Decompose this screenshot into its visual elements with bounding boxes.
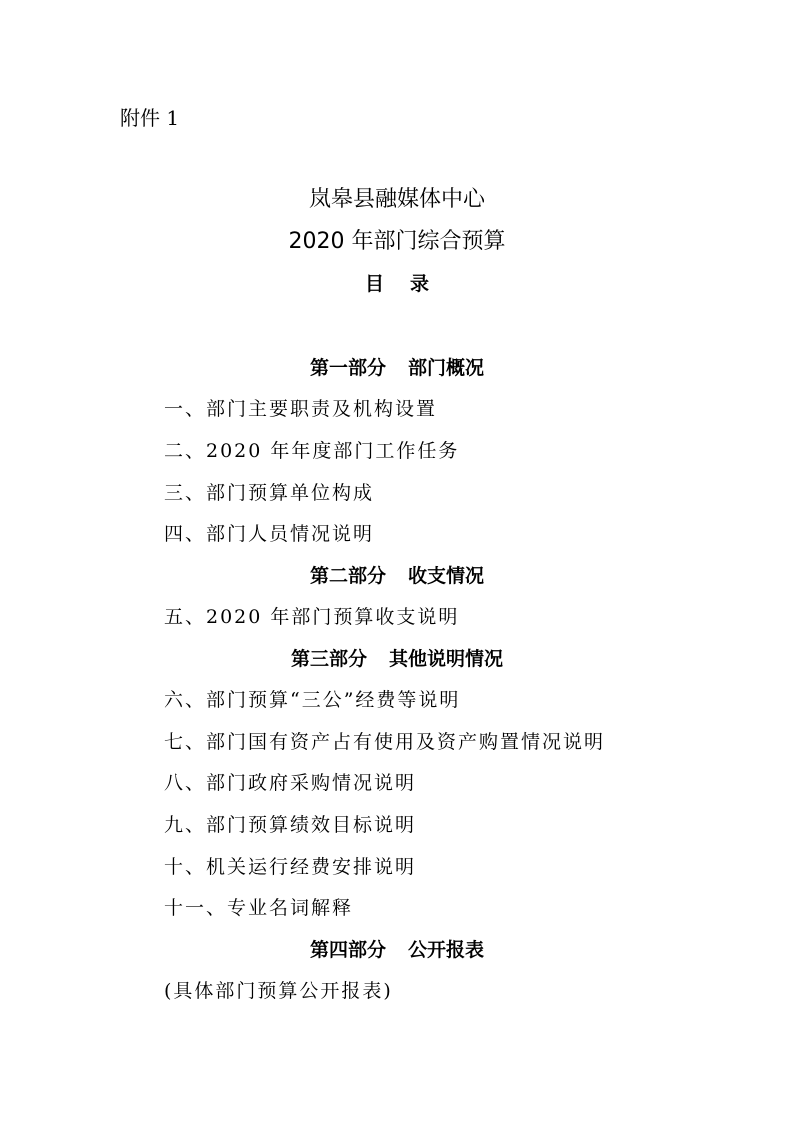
part-number: 第三部分 <box>290 648 367 670</box>
part-number: 第四部分 <box>309 939 386 961</box>
toc-item: 九、部门预算绩效目标说明 <box>164 814 417 836</box>
toc-item: 七、部门国有资产占有使用及资产购置情况说明 <box>164 731 606 753</box>
part-name: 其他说明情况 <box>389 648 504 670</box>
part-heading-1 <box>0 355 794 381</box>
part-name: 公开报表 <box>408 939 485 961</box>
toc-heading: 目录 <box>364 273 455 295</box>
reports-note: (具体部门预算公开报表) <box>164 980 393 1002</box>
toc-item: 一、部门主要职责及机构设置 <box>164 398 438 420</box>
part-number: 第一部分 <box>309 357 386 379</box>
part-heading-3 <box>0 646 794 672</box>
toc-item: 十、机关运行经费安排说明 <box>164 856 417 878</box>
toc-item: 十一、专业名词解释 <box>164 897 354 919</box>
toc-item: 四、部门人员情况说明 <box>164 523 375 545</box>
part-name: 部门概况 <box>408 357 485 379</box>
part-heading-2 <box>0 563 794 589</box>
attachment-label: 附件 1 <box>120 106 180 130</box>
part-number: 第二部分 <box>309 565 386 587</box>
toc-item: 三、部门预算单位构成 <box>164 482 375 504</box>
toc-item: 五、2020 年部门预算收支说明 <box>164 606 460 628</box>
document-title-line-2: 2020 年部门综合预算 <box>288 229 506 254</box>
toc-item: 六、部门预算“三公”经费等说明 <box>164 689 461 711</box>
part-name: 收支情况 <box>408 565 485 587</box>
document-title-line-1: 岚皋县融媒体中心 <box>308 187 485 212</box>
toc-item: 八、部门政府采购情况说明 <box>164 772 417 794</box>
part-heading-4 <box>0 937 794 963</box>
toc-item: 二、2020 年年度部门工作任务 <box>164 440 460 462</box>
